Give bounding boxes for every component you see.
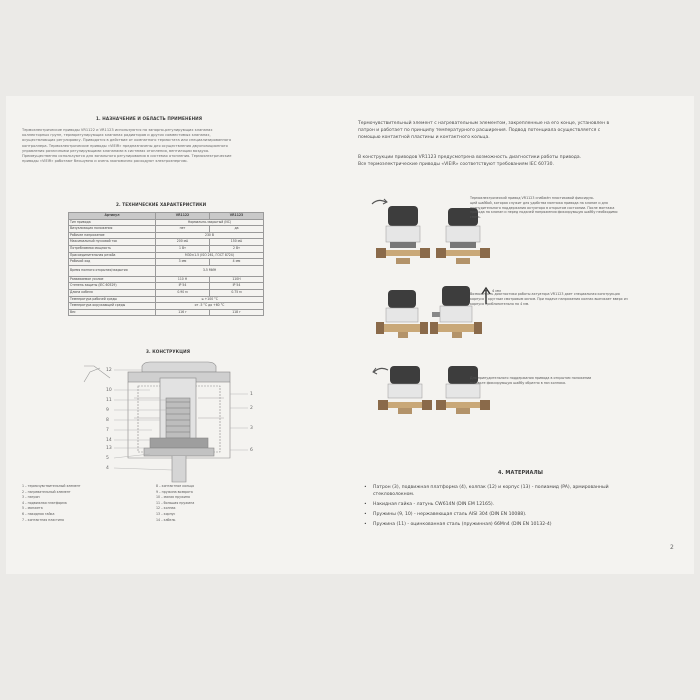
spec-parameter: Тип привода xyxy=(69,219,156,226)
material-text: Патрон (3), подвижная платформа (4), колпак (12) и корпус (13) - полиамид (PA), армированный xyxy=(373,485,609,490)
callout-10: 10 xyxy=(106,388,112,393)
spec-parameter: Степень защиты (IEC 60529) xyxy=(69,283,156,290)
material-text: Пружина (11) - оцинкованная сталь (пружинная) 66Mn4 (DIN EN 10132-4) xyxy=(373,522,552,527)
table-row xyxy=(69,252,264,259)
legend-item: 13 – корпус xyxy=(156,511,176,516)
legend-item: 11 – большая пружина xyxy=(156,500,195,505)
section-2-title: 2. ТЕХНИЧЕСКИЕ ХАРАКТЕРИСТИКИ xyxy=(116,202,207,207)
section-1-line: управления различными регулирующими клапанами в системах отопления, вентиляции воздуха. xyxy=(22,148,210,153)
material-item xyxy=(364,484,609,498)
table-row xyxy=(69,232,264,239)
section-1-line: Преимущественно используются для зонального регулирования в системах отопления. Термоэлектрические xyxy=(22,154,232,159)
section-1-text xyxy=(22,128,231,164)
spec-parameter: Температура рабочей среды xyxy=(69,296,156,303)
spec-parameter: Присоединительная резьба xyxy=(69,252,156,259)
material-item xyxy=(364,521,609,528)
specifications-table xyxy=(68,212,264,316)
spec-parameter: Визуализация положения xyxy=(69,226,156,233)
spec-parameter: Время полного открытия/закрытия xyxy=(69,265,156,276)
caption-line: Для принудительного поддержания привода в открытом положении xyxy=(470,376,592,380)
section-1-line: приводы «VIEIR» работают бесшумно и очень экономично расходуют электроэнергию. xyxy=(22,159,188,164)
spec-value: 3-5 МИН xyxy=(156,265,264,276)
spec-parameter: Развиваемое усилие xyxy=(69,276,156,283)
spec-parameter: Вес xyxy=(69,309,156,316)
callout-7: 7 xyxy=(106,428,109,433)
diagnostics-note xyxy=(358,154,581,168)
intro-line: Термочувствительный элемент с нагревательным элементом, закрепленные на его конце, установлен в xyxy=(358,121,610,126)
legend-item: 6 – накидная гайка xyxy=(22,511,55,516)
legend-item: 14 – кабель xyxy=(156,517,176,522)
header-vr1122: VR1122 xyxy=(156,213,210,220)
callout-14: 14 xyxy=(106,438,112,443)
page-number: 2 xyxy=(670,544,674,551)
callout-2: 2 xyxy=(250,406,253,411)
table-row xyxy=(69,219,264,226)
callout-13: 13 xyxy=(106,446,112,451)
callout-11: 11 xyxy=(106,398,112,403)
caption-line: корпуса приблизительно на 4 мм. xyxy=(470,301,530,306)
left-page xyxy=(6,96,350,574)
caption-fixing-washer xyxy=(470,196,618,220)
caption-diagnostics xyxy=(470,292,628,306)
spec-value-vr1122: 116 г xyxy=(156,309,210,316)
bullet-icon: • xyxy=(364,485,367,490)
actuator-open-position-illustration xyxy=(428,358,502,418)
spec-parameter: Длина кабеля xyxy=(69,289,156,296)
header-vr1123: VR1123 xyxy=(209,213,263,220)
spec-value-vr1123: 110Н xyxy=(209,276,263,283)
header-article: Артикул xyxy=(69,213,156,220)
material-item xyxy=(364,501,609,508)
section-1-line: осуществляющих регулировку. Приводятся в действие от комнатного термостата или специализированного xyxy=(22,138,232,143)
bullet-icon: • xyxy=(364,512,367,517)
callout-4: 4 xyxy=(106,466,109,471)
spec-value-vr1123: 2 Вт xyxy=(209,245,263,252)
intro-text xyxy=(358,120,609,141)
callout-6: 6 xyxy=(250,448,253,453)
actuator-cap xyxy=(388,206,418,226)
spec-parameter: Потребляемая мощность xyxy=(69,245,156,252)
spec-value-vr1122: 3 мм xyxy=(156,259,210,266)
caption-line: вставьте фиксирующую шайбу обратно в паз колпака. xyxy=(470,380,567,385)
table-row xyxy=(69,309,264,316)
callout-8: 8 xyxy=(106,418,109,423)
spec-value-vr1123: да xyxy=(209,226,263,233)
section-1-line: коллекторных групп, терморегулирующих клапанах радиаторов и других совместимых клапанах, xyxy=(22,133,211,138)
note-line: В конструкции приводов VR1123 предусмотрена возможность диагностики работы привода. xyxy=(358,155,582,160)
table-row xyxy=(69,239,264,246)
table-row xyxy=(69,276,264,283)
legend-left-column xyxy=(22,484,81,523)
lift-distance-label: 4 мм xyxy=(492,289,501,293)
spec-value-vr1123: 118 г xyxy=(209,309,263,316)
spec-value-vr1123: IP 54 xyxy=(209,283,263,290)
spec-parameter: Максимальный пусковой ток xyxy=(69,239,156,246)
legend-item: 2 – нагревательный элемент xyxy=(22,489,71,494)
intro-line: патрон и работает по принципу температурного расширения. Подвод потенциала осуществляется с xyxy=(358,128,601,133)
materials-list xyxy=(364,484,609,531)
table-row xyxy=(69,265,264,276)
spec-value-vr1122: нет xyxy=(156,226,210,233)
scanned-booklet-spread xyxy=(6,96,694,574)
legend-item: 3 – патрон xyxy=(22,495,40,500)
table-row xyxy=(69,283,264,290)
legend-item: 4 – подвижная платформа xyxy=(22,500,67,505)
caption-line: принудительного поддержания актуатора в открытом состоянии. После монтажа xyxy=(470,205,615,210)
spec-value: от -5 °С до +60 °С xyxy=(156,303,264,310)
spec-value: 230 В xyxy=(156,232,264,239)
legend-right-column xyxy=(156,484,194,523)
table-row xyxy=(69,296,264,303)
caption-line: снять. xyxy=(470,215,481,220)
caption-line: корпуса с круглым смотровым окном. При подаче напряжения колпак выезжает вверх из xyxy=(470,296,628,301)
note-line: Все термоэлектрические приводы «VIEIR» соответствуют требованиям IEC 60730. xyxy=(358,162,554,167)
callout-3: 3 xyxy=(250,426,253,431)
material-item xyxy=(364,511,609,518)
bullet-icon: • xyxy=(364,502,367,507)
spec-value-vr1122: 110 Н xyxy=(156,276,210,283)
section-3-title: 3. КОНСТРУКЦИЯ xyxy=(146,349,191,354)
section-1-line: контроллера. Термоэлектрические приводы «VIEIR» предназначены для осуществления двухпозиционного xyxy=(22,143,228,148)
spec-value-vr1122: 0.90 м xyxy=(156,289,210,296)
callout-5: 5 xyxy=(106,456,109,461)
material-text: Пружины (9, 10) - нержавеющая сталь AISI 304 (DIN EN 10088). xyxy=(373,512,527,517)
caption-line: щей шайбой, которая служит для удобства монтажа привода на клапан и для xyxy=(470,200,608,205)
spec-parameter: Рабочее напряжение xyxy=(69,232,156,239)
table-row xyxy=(69,303,264,310)
callout-9: 9 xyxy=(106,408,109,413)
right-page xyxy=(350,96,694,574)
caption-line: привода на клапан и перед подачей напряжения фиксирующую шайбу необходимо xyxy=(470,210,618,215)
caption-line: Термоэлектрический привод VR1123 снабжён пластиковой фиксирую- xyxy=(470,196,594,200)
spec-parameter: Рабочий ход xyxy=(69,259,156,266)
legend-item: 8 – контактное кольцо xyxy=(156,484,195,488)
intro-line: помощью контактной пластины и контактного кольца. xyxy=(358,135,490,140)
spec-value-vr1122: 200 мА xyxy=(156,239,210,246)
spec-value: M30×1.5 (ISO 261, ГОСТ 8724) xyxy=(156,252,264,259)
legend-item: 10 – малая пружина xyxy=(156,495,190,500)
spec-value-vr1122: 1 Вт xyxy=(156,245,210,252)
legend-item: 5 – манжета xyxy=(22,506,43,511)
section-1-title: 1. НАЗНАЧЕНИЕ И ОБЛАСТЬ ПРИМЕНЕНИЯ xyxy=(96,116,203,121)
spec-value: ≤ +100 °С xyxy=(156,296,264,303)
bullet-icon: • xyxy=(364,522,367,527)
table-row xyxy=(69,245,264,252)
callout-12: 12 xyxy=(106,368,112,373)
actuator-cross-section-drawing xyxy=(80,358,280,488)
legend-item: 9 – пружина возврата xyxy=(156,489,193,494)
table-row xyxy=(69,226,264,233)
table-row xyxy=(69,259,264,266)
spec-value-vr1123: 0.75 м xyxy=(209,289,263,296)
spec-value-vr1123: 150 мА xyxy=(209,239,263,246)
legend-item: 1 – термочувствительный элемент xyxy=(22,484,81,488)
table-header-row xyxy=(69,213,264,220)
section-1-line: Термоэлектрические приводы VR1122 и VR1123 используются на запорно-регулирующих клапанах xyxy=(22,128,213,132)
spec-parameter: Температура окружающей среды xyxy=(69,303,156,310)
legend-item: 7 – контактная пластина xyxy=(22,517,64,522)
caption-reinsert-washer xyxy=(470,376,591,386)
material-text: стекловолокном. xyxy=(373,492,415,497)
table-row xyxy=(69,289,264,296)
legend-item: 12 – колпак xyxy=(156,506,176,511)
actuator-body xyxy=(386,226,420,242)
material-text: Накидная гайка - латунь CW614N (DIN EM 12165). xyxy=(373,502,495,507)
callout-1: 1 xyxy=(250,392,253,397)
spec-value: Нормально-закрытый (NC) xyxy=(156,219,264,226)
caption-line: Возможность диагностики работы актуатора VR1123 дает специальная конструкция xyxy=(470,292,620,296)
spec-value-vr1122: IP 54 xyxy=(156,283,210,290)
spec-value-vr1123: 4 мм xyxy=(209,259,263,266)
section-4-title: 4. МАТЕРИАЛЫ xyxy=(498,470,544,476)
